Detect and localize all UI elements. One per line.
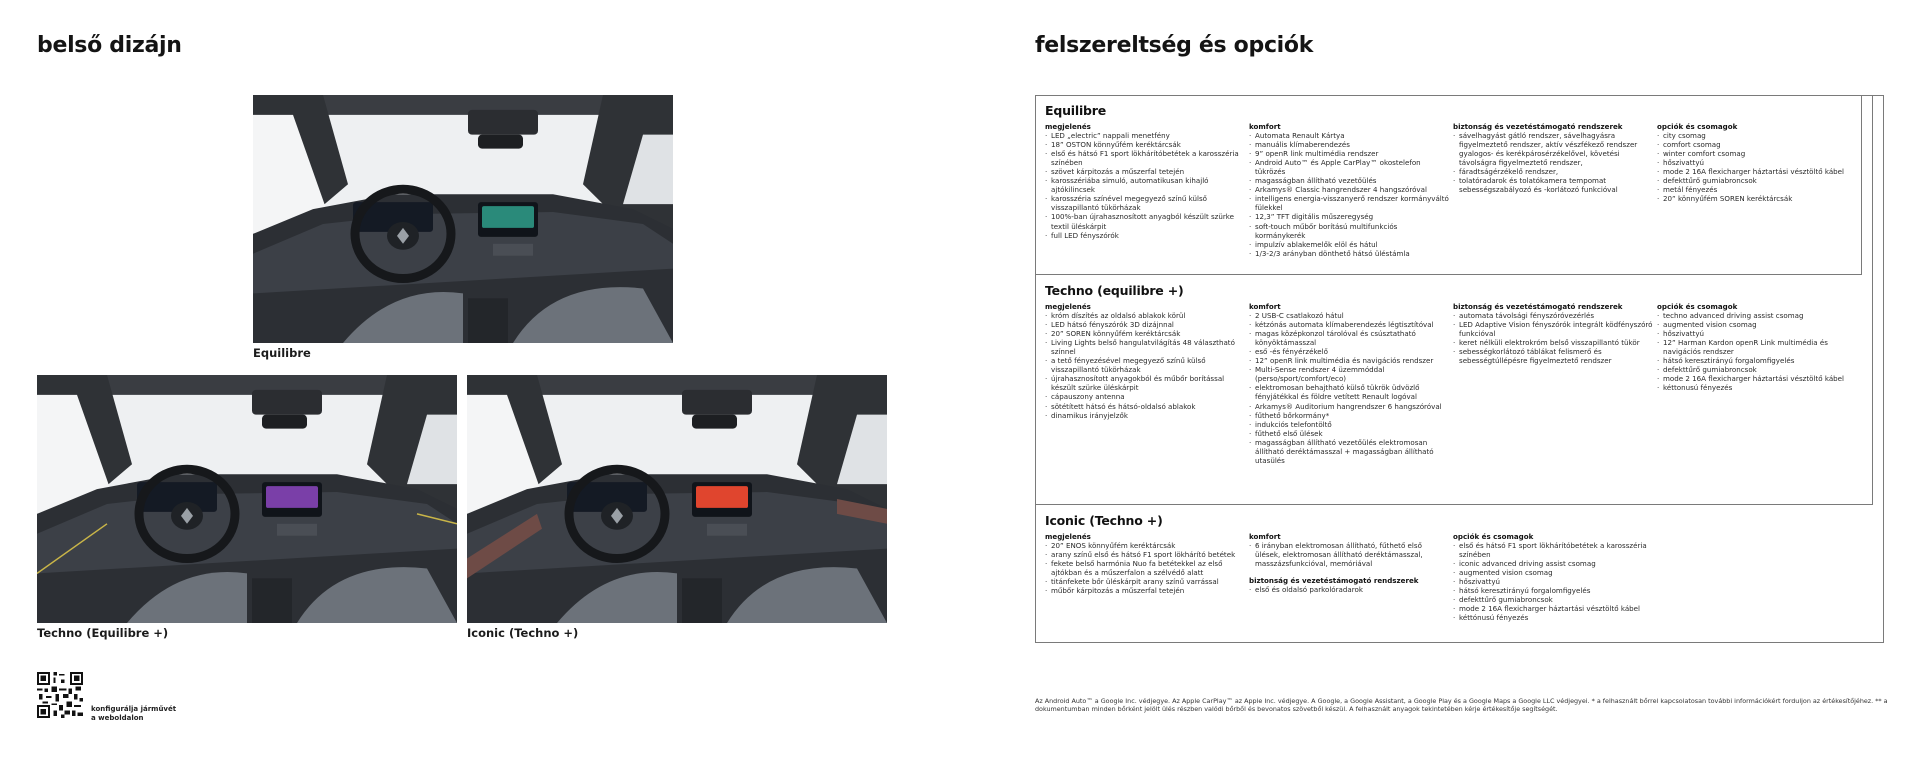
list-item: · sötétített hátsó és hátsó-oldalsó ablakok: [1045, 402, 1245, 411]
column-heading: biztonság és vezetéstámogató rendszerek: [1249, 576, 1419, 586]
list-item: · első és hátsó F1 sport lökhárítóbetétek a karosszéria színében: [1453, 541, 1658, 559]
list-item: · impulzív ablakemelők elöl és hátul: [1249, 240, 1449, 249]
list-item: · magasságban állítható vezetőülés elektromosan állítható deréktámasszal + magasságban állítható utasülés: [1249, 438, 1449, 465]
list-item: · techno advanced driving assist csomag: [1657, 311, 1857, 320]
list-item: · első és hátsó F1 sport lökhárítóbetétek a karosszéria színében: [1045, 149, 1245, 167]
list-item: · sávelhagyást gátló rendszer, sávelhagyásra figyelmeztető rendszer, aktív vészfékező rendszer gyalogos- és kerékpárosérzékelővel, követési távolságra figyelmeztető rendszer,: [1453, 131, 1658, 167]
list-item: · LED hátsó fényszórók 3D dizájnnal: [1045, 320, 1245, 329]
column-heading: megjelenés: [1045, 302, 1091, 311]
list-item: · 20” ENOS könnyűfém keréktárcsák: [1045, 541, 1245, 550]
section-techno: [1045, 283, 1184, 302]
qr-text-line2: a weboldalon: [91, 714, 144, 722]
qr-text-line1: konfigurálja járművét: [91, 705, 177, 713]
column-heading: megjelenés: [1045, 532, 1091, 541]
techno-col-appearance: [1045, 302, 1245, 420]
list-item: · mode 2 16A flexicharger háztartási vésztöltő kábel: [1657, 374, 1857, 383]
list-item: · augmented vision csomag: [1657, 320, 1857, 329]
configure-vehicle-link[interactable]: [91, 705, 176, 723]
list-item: · karosszéria színével megegyező színű külső visszapillantó tükörházak: [1045, 194, 1245, 212]
section-title-iconic: Iconic (Techno +): [1045, 513, 1163, 528]
list-item: · metál fényezés: [1657, 185, 1857, 194]
list-item: · hátsó keresztirányú forgalomfigyelés: [1657, 356, 1857, 365]
equilibre-col-appearance: [1045, 122, 1245, 240]
column-heading: megjelenés: [1045, 122, 1091, 131]
list-item: · magas középkonzol tárolóval és csúsztatható könyöktámasszal: [1249, 329, 1449, 347]
photo-caption-equilibre: Equilibre: [253, 346, 311, 360]
list-item: · karosszériába simuló, automatikusan kihajló ajtókilincsek: [1045, 176, 1245, 194]
list-item: · kéttonusú fényezés: [1657, 383, 1857, 392]
legal-footnote: Az Android Auto™ a Google Inc. védjegye. Az Apple CarPlay™ az Apple Inc. védjegye. A Google, a Google Assistant, a Google Play és a Google Maps a Google LLC védjegyei. * a felhasznált bőrrel kapcsolatosan további információkért forduljon az értékesítőjéhez. ** a dokumentumban minden bőrként jelölt ülés részben valódi bőrből és bevonatos szövetből készül. A felhasznált anyagok tekintetében kérje értékesítője segítségét.: [1035, 697, 1888, 714]
list-item: · 100%-ban újrahasznosított anyagból készült szürke textil üléskárpit: [1045, 212, 1245, 230]
list-item: · a tető fényezésével megegyező színű külső visszapillantó tükörházak: [1045, 356, 1245, 374]
list-item: · full LED fényszórók: [1045, 231, 1245, 240]
list-item: · sebességkorlátozó táblákat felismerő és sebességtúllépésre figyelmeztető rendszer: [1453, 347, 1658, 365]
list-item: · automata távolsági fényszóróvezérlés: [1453, 311, 1658, 320]
interior-photo-iconic: [467, 375, 887, 623]
list-item: · elektromosan behajtható külső tükrök üdvözlő fényjátékkal és földre vetített Renault logóval: [1249, 383, 1449, 401]
list-item: · fáradtságérzékelő rendszer,: [1453, 167, 1658, 176]
iconic-col-appearance: [1045, 532, 1245, 595]
list-item: · 1/3-2/3 arányban dönthető hátsó üléstámla: [1249, 249, 1449, 258]
section-title-techno: Techno (equilibre +): [1045, 283, 1184, 298]
list-item: · comfort csomag: [1657, 140, 1857, 149]
qr-code-icon[interactable]: [37, 672, 83, 718]
column-heading: opciók és csomagok: [1453, 532, 1534, 541]
list-item: · arany színű első és hátsó F1 sport lökhárító betétek: [1045, 550, 1245, 559]
list-item: · fekete belső harmónia Nuo fa betétekkel az első ajtókban és a műszerfalon a szélvédő alatt: [1045, 559, 1245, 577]
list-item: · króm díszítés az oldalsó ablakok körül: [1045, 311, 1245, 320]
list-item: · hőszivattyú: [1657, 329, 1857, 338]
list-item: · Living Lights belső hangulatvilágítás 48 választható színnel: [1045, 338, 1245, 356]
list-item: · soft-touch műbőr borítású multifunkciós kormánykerék: [1249, 222, 1449, 240]
list-item: · city csomag: [1657, 131, 1857, 140]
list-item: · cápauszony antenna: [1045, 392, 1245, 401]
column-heading: komfort: [1249, 302, 1281, 311]
list-item: · kétzónás automata klímaberendezés légtisztítóval: [1249, 320, 1449, 329]
equilibre-col-comfort: [1249, 122, 1449, 258]
list-item: · iconic advanced driving assist csomag: [1453, 559, 1658, 568]
techno-col-options: [1657, 302, 1857, 392]
list-item: · hőszivattyú: [1453, 577, 1658, 586]
section-equilibre: [1045, 103, 1106, 122]
list-item: · defekttűrő gumiabroncsok: [1657, 365, 1857, 374]
list-item: · Arkamys® Classic hangrendszer 4 hangszóróval: [1249, 185, 1449, 194]
list-item: · titánfekete bőr üléskárpit arany színű varrással: [1045, 577, 1245, 586]
list-item: · 18” OSTON könnyűfém keréktárcsák: [1045, 140, 1245, 149]
list-item: · indukciós telefontöltő: [1249, 420, 1449, 429]
list-item: · augmented vision csomag: [1453, 568, 1658, 577]
interior-photo-techno: [37, 375, 457, 623]
list-item: · Automata Renault Kártya: [1249, 131, 1449, 140]
list-item: · kéttónusú fényezés: [1453, 613, 1658, 622]
list-item: · mode 2 16A flexicharger háztartási vésztöltő kábel: [1453, 604, 1658, 613]
section-iconic: [1045, 513, 1163, 532]
list-item: · fűthető első ülések: [1249, 429, 1449, 438]
page-title-interior-design: belső dizájn: [37, 33, 182, 58]
list-item: · LED Adaptive Vision fényszórók integrált ködfényszóró funkcióval: [1453, 320, 1658, 338]
list-item: · tolatóradarok és tolatókamera tempomat sebességszabályozó és -korlátozó funkcióval: [1453, 176, 1658, 194]
list-item: · Arkamys® Auditorium hangrendszer 6 hangszóróval: [1249, 402, 1449, 411]
list-item: · magasságban állítható vezetőülés: [1249, 176, 1449, 185]
list-item: · eső -és fényérzékelő: [1249, 347, 1449, 356]
column-heading: biztonság és vezetéstámogató rendszerek: [1453, 122, 1623, 131]
list-item: · 12” Harman Kardon openR Link multimédia és navigációs rendszer: [1657, 338, 1857, 356]
list-item: · műbőr kárpitozás a műszerfal tetején: [1045, 586, 1245, 595]
list-item: · újrahasznosított anyagokból és műbőr borítással készült szürke üléskárpit: [1045, 374, 1245, 392]
list-item: · hátsó keresztirányú forgalomfigyelés: [1453, 586, 1658, 595]
list-item: · defekttűrő gumiabroncsok: [1453, 595, 1658, 604]
interior-photo-equilibre: [253, 95, 673, 343]
list-item: · 20” SOREN könnyűfém keréktárcsák: [1045, 329, 1245, 338]
list-item: · Android Auto™ és Apple CarPlay™ okostelefon tükrözés: [1249, 158, 1449, 176]
list-item: · dinamikus irányjelzők: [1045, 411, 1245, 420]
list-item: · intelligens energia-visszanyerő rendszer kormányváltó fülekkel: [1249, 194, 1449, 212]
list-item: · winter comfort csomag: [1657, 149, 1857, 158]
list-item: · 12,3” TFT digitális műszeregység: [1249, 212, 1449, 221]
list-item: · 20” könnyűfém SOREN keréktárcsák: [1657, 194, 1857, 203]
column-heading: opciók és csomagok: [1657, 122, 1738, 131]
equilibre-col-options: [1657, 122, 1857, 203]
iconic-col-comfort-safety: [1249, 532, 1449, 594]
list-item: · Multi-Sense rendszer 4 üzemmóddal (perso/sport/comfort/eco): [1249, 365, 1449, 383]
list-item: · defekttűrő gumiabroncsok: [1657, 176, 1857, 185]
techno-col-comfort: [1249, 302, 1449, 465]
list-item: · fűthető bőrkormány*: [1249, 411, 1449, 420]
list-item: · LED „electric” nappali menetfény: [1045, 131, 1245, 140]
list-item: · manuális klímaberendezés: [1249, 140, 1449, 149]
list-item: · szövet kárpitozás a műszerfal tetején: [1045, 167, 1245, 176]
list-item: · mode 2 16A flexicharger háztartási vésztöltő kábel: [1657, 167, 1857, 176]
techno-col-safety: [1453, 302, 1658, 365]
list-item: · hőszivattyú: [1657, 158, 1857, 167]
list-item: · első és oldalsó parkolóradarok: [1249, 585, 1449, 594]
equilibre-col-safety: [1453, 122, 1658, 194]
list-item: · 6 irányban elektromosan állítható, fűthető első ülések, elektromosan állítható deréktámasszal, masszázsfunkcióval, memóriával: [1249, 541, 1449, 568]
list-item: · 12” openR link multimédia és navigációs rendszer: [1249, 356, 1449, 365]
photo-caption-iconic: Iconic (Techno +): [467, 626, 579, 640]
column-heading: komfort: [1249, 122, 1281, 131]
column-heading: biztonság és vezetéstámogató rendszerek: [1453, 302, 1623, 311]
list-item: · 2 USB-C csatlakozó hátul: [1249, 311, 1449, 320]
iconic-col-options: [1453, 532, 1658, 622]
column-heading: opciók és csomagok: [1657, 302, 1738, 311]
column-heading: komfort: [1249, 532, 1281, 541]
section-title-equilibre: Equilibre: [1045, 103, 1107, 118]
page-title-equipment-options: felszereltség és opciók: [1035, 33, 1314, 58]
list-item: · keret nélküli elektrokróm belső visszapillantó tükör: [1453, 338, 1658, 347]
photo-caption-techno: Techno (Equilibre +): [37, 626, 169, 640]
list-item: · 9” openR link multimédia rendszer: [1249, 149, 1449, 158]
